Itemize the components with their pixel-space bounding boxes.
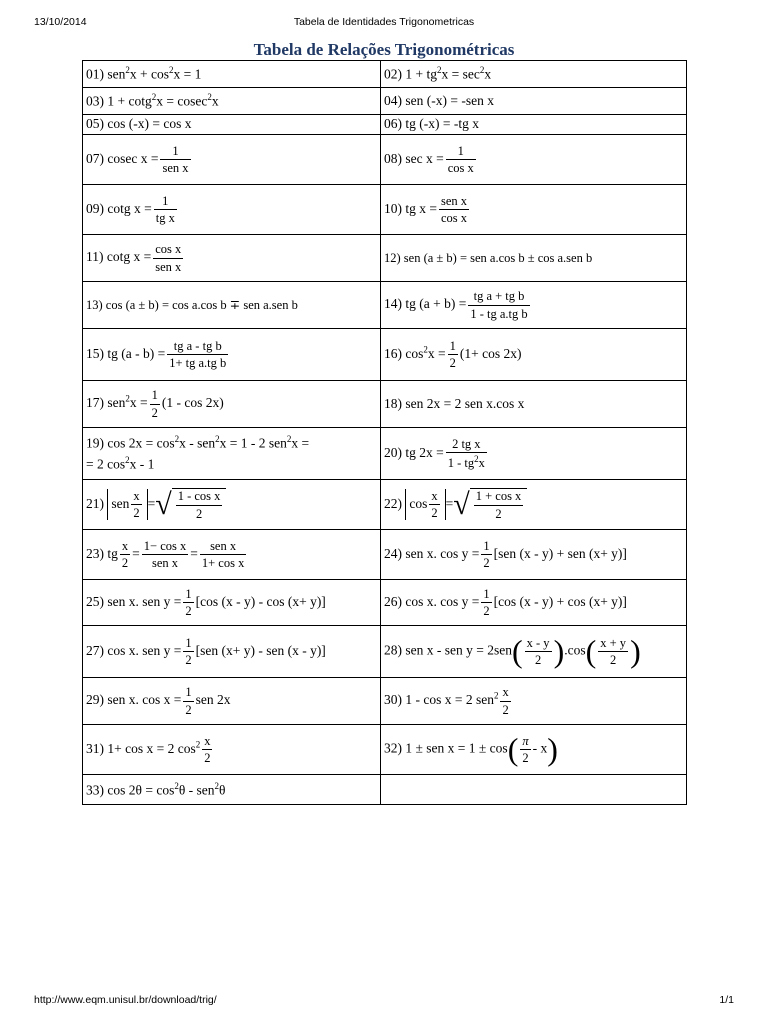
identity-25: 25) sen x. sen y = $\frac{1}{2}$ [cos (x - y) - cos (x+ y)] [83, 580, 381, 626]
fraction: $\frac{1}{\text{cos x}}$ [447, 143, 474, 175]
identity-06: 06) tg (-x) = -tg x [381, 115, 687, 135]
identity-13: 13) cos (a ± b) = cos a.cos b ∓ sen a.sen b [83, 282, 381, 329]
square-root: √ $\frac{\text{1 - cos x}}{2}$ [155, 487, 226, 523]
identity-29: 29) sen x. cos x = $\frac{1}{2}$ sen 2x [83, 678, 381, 725]
identity-31: 31) 1+ cos x = 2 $\cos^2$ $\frac{x}{2}$ [83, 725, 381, 775]
identity-24: 24) sen x. cos y = $\frac{1}{2}$ [sen (x - y) + sen (x+ y)] [381, 530, 687, 580]
fraction: $\frac{1}{\text{sen x}}$ [162, 143, 189, 175]
print-page-title: Tabela de Identidades Trigonometricas [293, 16, 475, 28]
identity-30: 30) 1 - cos x = 2 sen$^2$ $\frac{x}{2}$ [381, 678, 687, 725]
identity-12: 12) sen (a ± b) = sen a.cos b ± cos a.sen b [381, 235, 687, 282]
identity-32: 32) 1 ± sen x = 1 ± cos( $\frac{\pi}{2}$ - x) [381, 725, 687, 775]
fraction: $\frac{\text{sen x}}{\text{cos x}}$ [441, 193, 468, 225]
identity-07: 07) cosec x = $\frac{1}{\text{sen x}}$ [83, 135, 381, 185]
print-url: http://www.eqm.unisul.br/download/trig/ [34, 994, 217, 1006]
fraction: $\frac{1}{2}$ [151, 388, 158, 420]
identity-26: 26) cos x. cos y = $\frac{1}{2}$ [cos (x - y) + cos (x+ y)] [381, 580, 687, 626]
identity-23: 23) tg $\frac{x}{2}$ = $\frac{\text{1− cos x}}{\text{sen x}}$ = $\frac{\text{sen x}}{\text{1+ cos x}}$ [83, 530, 381, 580]
print-page-number: 1/1 [719, 994, 734, 1006]
identity-20: 20) tg 2x = $\frac{\text{2 tg x}}{1 - tg^2x}$ [381, 428, 687, 480]
fraction: $\frac{\text{2 tg x}}{1 - tg^2x}$ [447, 436, 485, 471]
identity-27: 27) cos x. sen y = $\frac{1}{2}$ [sen (x+ y) - sen (x - y)] [83, 626, 381, 678]
document-title: Tabela de Relações Trigonométricas [253, 40, 515, 59]
identity-11: 11) cotg x = $\frac{\text{cos x}}{\text{sen x}}$ [83, 235, 381, 282]
identity-10: 10) tg x = $\frac{\text{sen x}}{\text{cos x}}$ [381, 185, 687, 235]
identity-22: 22) cos $\frac{x}{2}$ =√ $\frac{\text{1 + cos x}}{2}$ [381, 480, 687, 530]
identity-19: 19) $\cos 2x = \cos^2x - sen^2x = 1 - 2$ sen$^2$x = = 2 $\cos^2x - 1$ [83, 428, 381, 480]
identity-08: 08) sec x = $\frac{1}{\text{cos x}}$ [381, 135, 687, 185]
identities-table [82, 60, 687, 805]
identity-33: 33) $\cos 2\theta = \cos^2\theta - sen^2\theta$ [83, 775, 381, 805]
square-root: √ $\frac{\text{1 + cos x}}{2}$ [453, 487, 527, 523]
identity-16: 16) $\cos^2x$ = $\frac{1}{2}$ (1+ cos 2x) [381, 329, 687, 381]
identity-03: 03) 1 + cotg$^2$x = cosec$^2$x [83, 88, 381, 115]
fraction: $\frac{\text{tg a - tg b}}{\text{1+ tg a.tg b}}$ [169, 338, 227, 370]
identity-01: 01) $sen^2x + \cos^2x = 1$ [83, 61, 381, 88]
print-date: 13/10/2014 [34, 16, 87, 28]
identity-28: 28) sen x - sen y = 2sen( $\frac{x - y}{2}$ ).cos( $\frac{x + y}{2}$ ) [381, 626, 687, 678]
identity-17: 17) sen$^2$x = $\frac{1}{2}$ (1 - cos 2x) [83, 381, 381, 428]
fraction: $\frac{1}{\text{tg x}}$ [155, 193, 175, 225]
identity-02: 02) $1 + tg^2x = \sec^2x$ [381, 61, 687, 88]
identity-09: 09) cotg x = $\frac{1}{\text{tg x}}$ [83, 185, 381, 235]
absolute-value: sen $\frac{x}{2}$ [107, 489, 147, 521]
fraction: $\frac{\text{tg a + tg b}}{\text{1 - tg a.tg b}}$ [470, 289, 528, 321]
identity-15: 15) tg (a - b) = $\frac{\text{tg a - tg b}}{\text{1+ tg a.tg b}}$ [83, 329, 381, 381]
identity-04: 04) sen (-x) = -sen x [381, 88, 687, 115]
empty-cell [381, 775, 687, 805]
fraction: $\frac{1}{2}$ [449, 338, 456, 370]
identity-14: 14) tg (a + b) = $\frac{\text{tg a + tg b}}{\text{1 - tg a.tg b}}$ [381, 282, 687, 329]
identity-18: 18) sen 2x = 2 sen x.cos x [381, 381, 687, 428]
identity-05: 05) cos (-x) = cos x [83, 115, 381, 135]
identity-21: 21) sen $\frac{x}{2}$ =√ $\frac{\text{1 - cos x}}{2}$ [83, 480, 381, 530]
fraction: $\frac{\text{cos x}}{\text{sen x}}$ [155, 242, 182, 274]
absolute-value: cos $\frac{x}{2}$ [405, 489, 445, 521]
